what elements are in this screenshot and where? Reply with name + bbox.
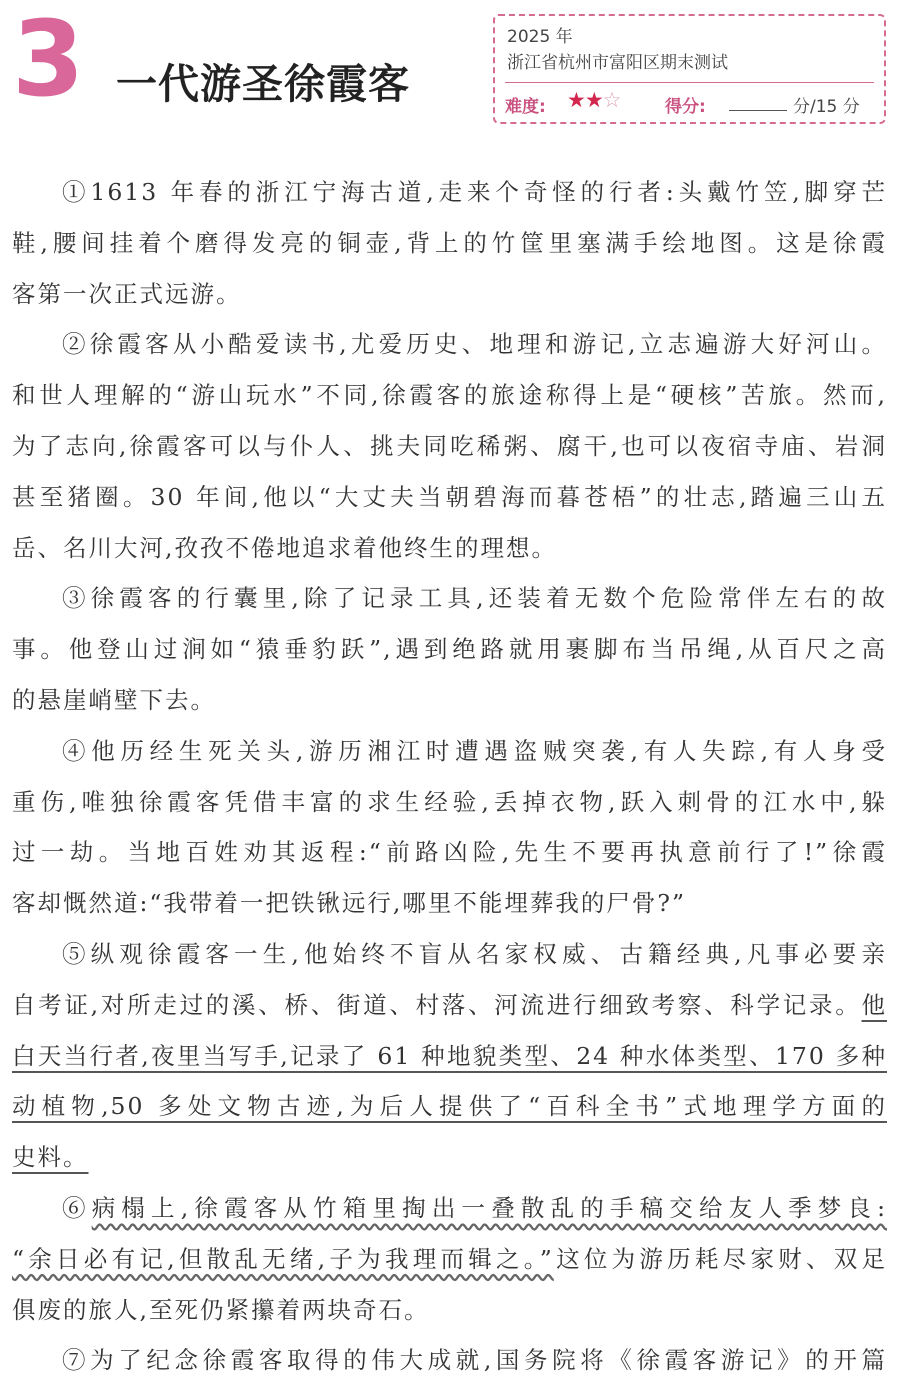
text-line: ⑦为了纪念徐霞客取得的伟大成就,国务院将《徐霞客游记》的开篇 xyxy=(62,1346,887,1375)
wavy-underlined-segment: “余日必有记,但散乱无绪,子为我理而辑之。” xyxy=(12,1244,554,1273)
exam-year: 2025 年 xyxy=(507,27,573,47)
paragraph-2 xyxy=(12,319,887,573)
difficulty-stars xyxy=(567,88,620,112)
underlined-line: 动植物,50 多处文物古迹,为后人提供了“百科全书”式地理学方面的 xyxy=(12,1092,887,1121)
info-bottom-row xyxy=(505,90,874,116)
text-segment: 这位为游历耗尽家财、双足 xyxy=(553,1244,888,1273)
text-line: ②徐霞客从小酷爱读书,尤爱历史、地理和游记,立志遍游大好河山。 xyxy=(62,330,887,359)
underlined-segment: 史料。 xyxy=(12,1143,89,1172)
text-line: 客却慨然道:“我带着一把铁锹远行,哪里不能埋葬我的尸骨?” xyxy=(12,889,687,918)
text-line: ④他历经生死关头,游历湘江时遭遇盗贼突袭,有人失踪,有人身受 xyxy=(62,736,887,765)
paragraph-4 xyxy=(12,726,887,929)
paragraph-1 xyxy=(12,167,887,319)
text-line: ⑤纵观徐霞客一生,他始终不盲从名家权威、古籍经典,凡事必要亲 xyxy=(62,939,887,968)
article-body xyxy=(12,167,887,1386)
exam-source: 浙江省杭州市富阳区期末测试 xyxy=(507,53,728,73)
text-line: ③徐霞客的行囊里,除了记录工具,还装着无数个危险常伴左右的故 xyxy=(62,584,887,613)
text-line: 甚至猪圈。30 年间,他以“大丈夫当朝碧海而暮苍梧”的壮志,踏遍三山五 xyxy=(12,482,887,511)
paragraph-3 xyxy=(12,573,887,725)
text-line xyxy=(12,1132,887,1183)
text-line: 事。他登山过涧如“猿垂豹跃”,遇到绝路就用裹脚布当吊绳,从百尺之高 xyxy=(12,635,887,664)
paragraph-7 xyxy=(12,1335,887,1386)
text-line: 鞋,腰间挂着个磨得发亮的铜壶,背上的竹筐里塞满手绘地图。这是徐霞 xyxy=(12,228,887,257)
underlined-segment: 他 xyxy=(861,990,887,1019)
lesson-title: 一代游圣徐霞客 xyxy=(116,60,410,108)
exam-info-box xyxy=(493,14,886,124)
info-divider xyxy=(505,82,874,83)
score-blank[interactable] xyxy=(729,110,787,111)
wavy-underlined-segment: 病榻上,徐霞客从竹箱里掏出一叠散乱的手稿交给友人季梦良: xyxy=(91,1193,888,1222)
lesson-number: 3 xyxy=(12,0,85,120)
text-line xyxy=(12,1234,887,1285)
text-line: 重伤,唯独徐霞客凭借丰富的求生经验,丢掉衣物,跃入刺骨的江水中,躲 xyxy=(12,787,887,816)
underlined-line: 白天当行者,夜里当写手,记录了 61 种地貌类型、24 种水体类型、170 多种 xyxy=(12,1041,887,1070)
score-label: 得分: xyxy=(665,97,706,117)
star-filled-icon: ★ xyxy=(567,88,585,112)
star-filled-icon: ★ xyxy=(584,88,603,112)
score-total: 分/15 分 xyxy=(793,97,860,117)
text-line xyxy=(12,980,887,1031)
difficulty-label: 难度: xyxy=(505,97,546,117)
text-line: 为了志向,徐霞客可以与仆人、挑夫同吃稀粥、腐干,也可以夜宿寺庙、岩洞 xyxy=(12,431,887,460)
text-segment: 自考证,对所走过的溪、桥、街道、村落、河流进行细致考察、科学记录。 xyxy=(12,990,862,1019)
text-segment: ⑥ xyxy=(62,1193,92,1222)
text-line: 客第一次正式远游。 xyxy=(12,279,242,308)
text-line: 和世人理解的“游山玩水”不同,徐霞客的旅途称得上是“硬核”苦旅。然而, xyxy=(12,381,887,410)
paragraph-6 xyxy=(12,1183,887,1335)
page-header xyxy=(0,0,909,140)
text-line xyxy=(12,1183,887,1234)
star-empty-icon: ☆ xyxy=(602,88,621,112)
text-line: 的悬崖峭壁下去。 xyxy=(12,685,216,714)
text-line: ①1613 年春的浙江宁海古道,走来个奇怪的行者:头戴竹笠,脚穿芒 xyxy=(62,178,887,206)
text-line: 过一劫。当地百姓劝其返程:“前路凶险,先生不要再执意前行了!”徐霞 xyxy=(12,838,887,867)
paragraph-5 xyxy=(12,929,887,1183)
text-line: 俱废的旅人,至死仍紧攥着两块奇石。 xyxy=(12,1295,430,1324)
text-line: 岳、名川大河,孜孜不倦地追求着他终生的理想。 xyxy=(12,533,557,562)
